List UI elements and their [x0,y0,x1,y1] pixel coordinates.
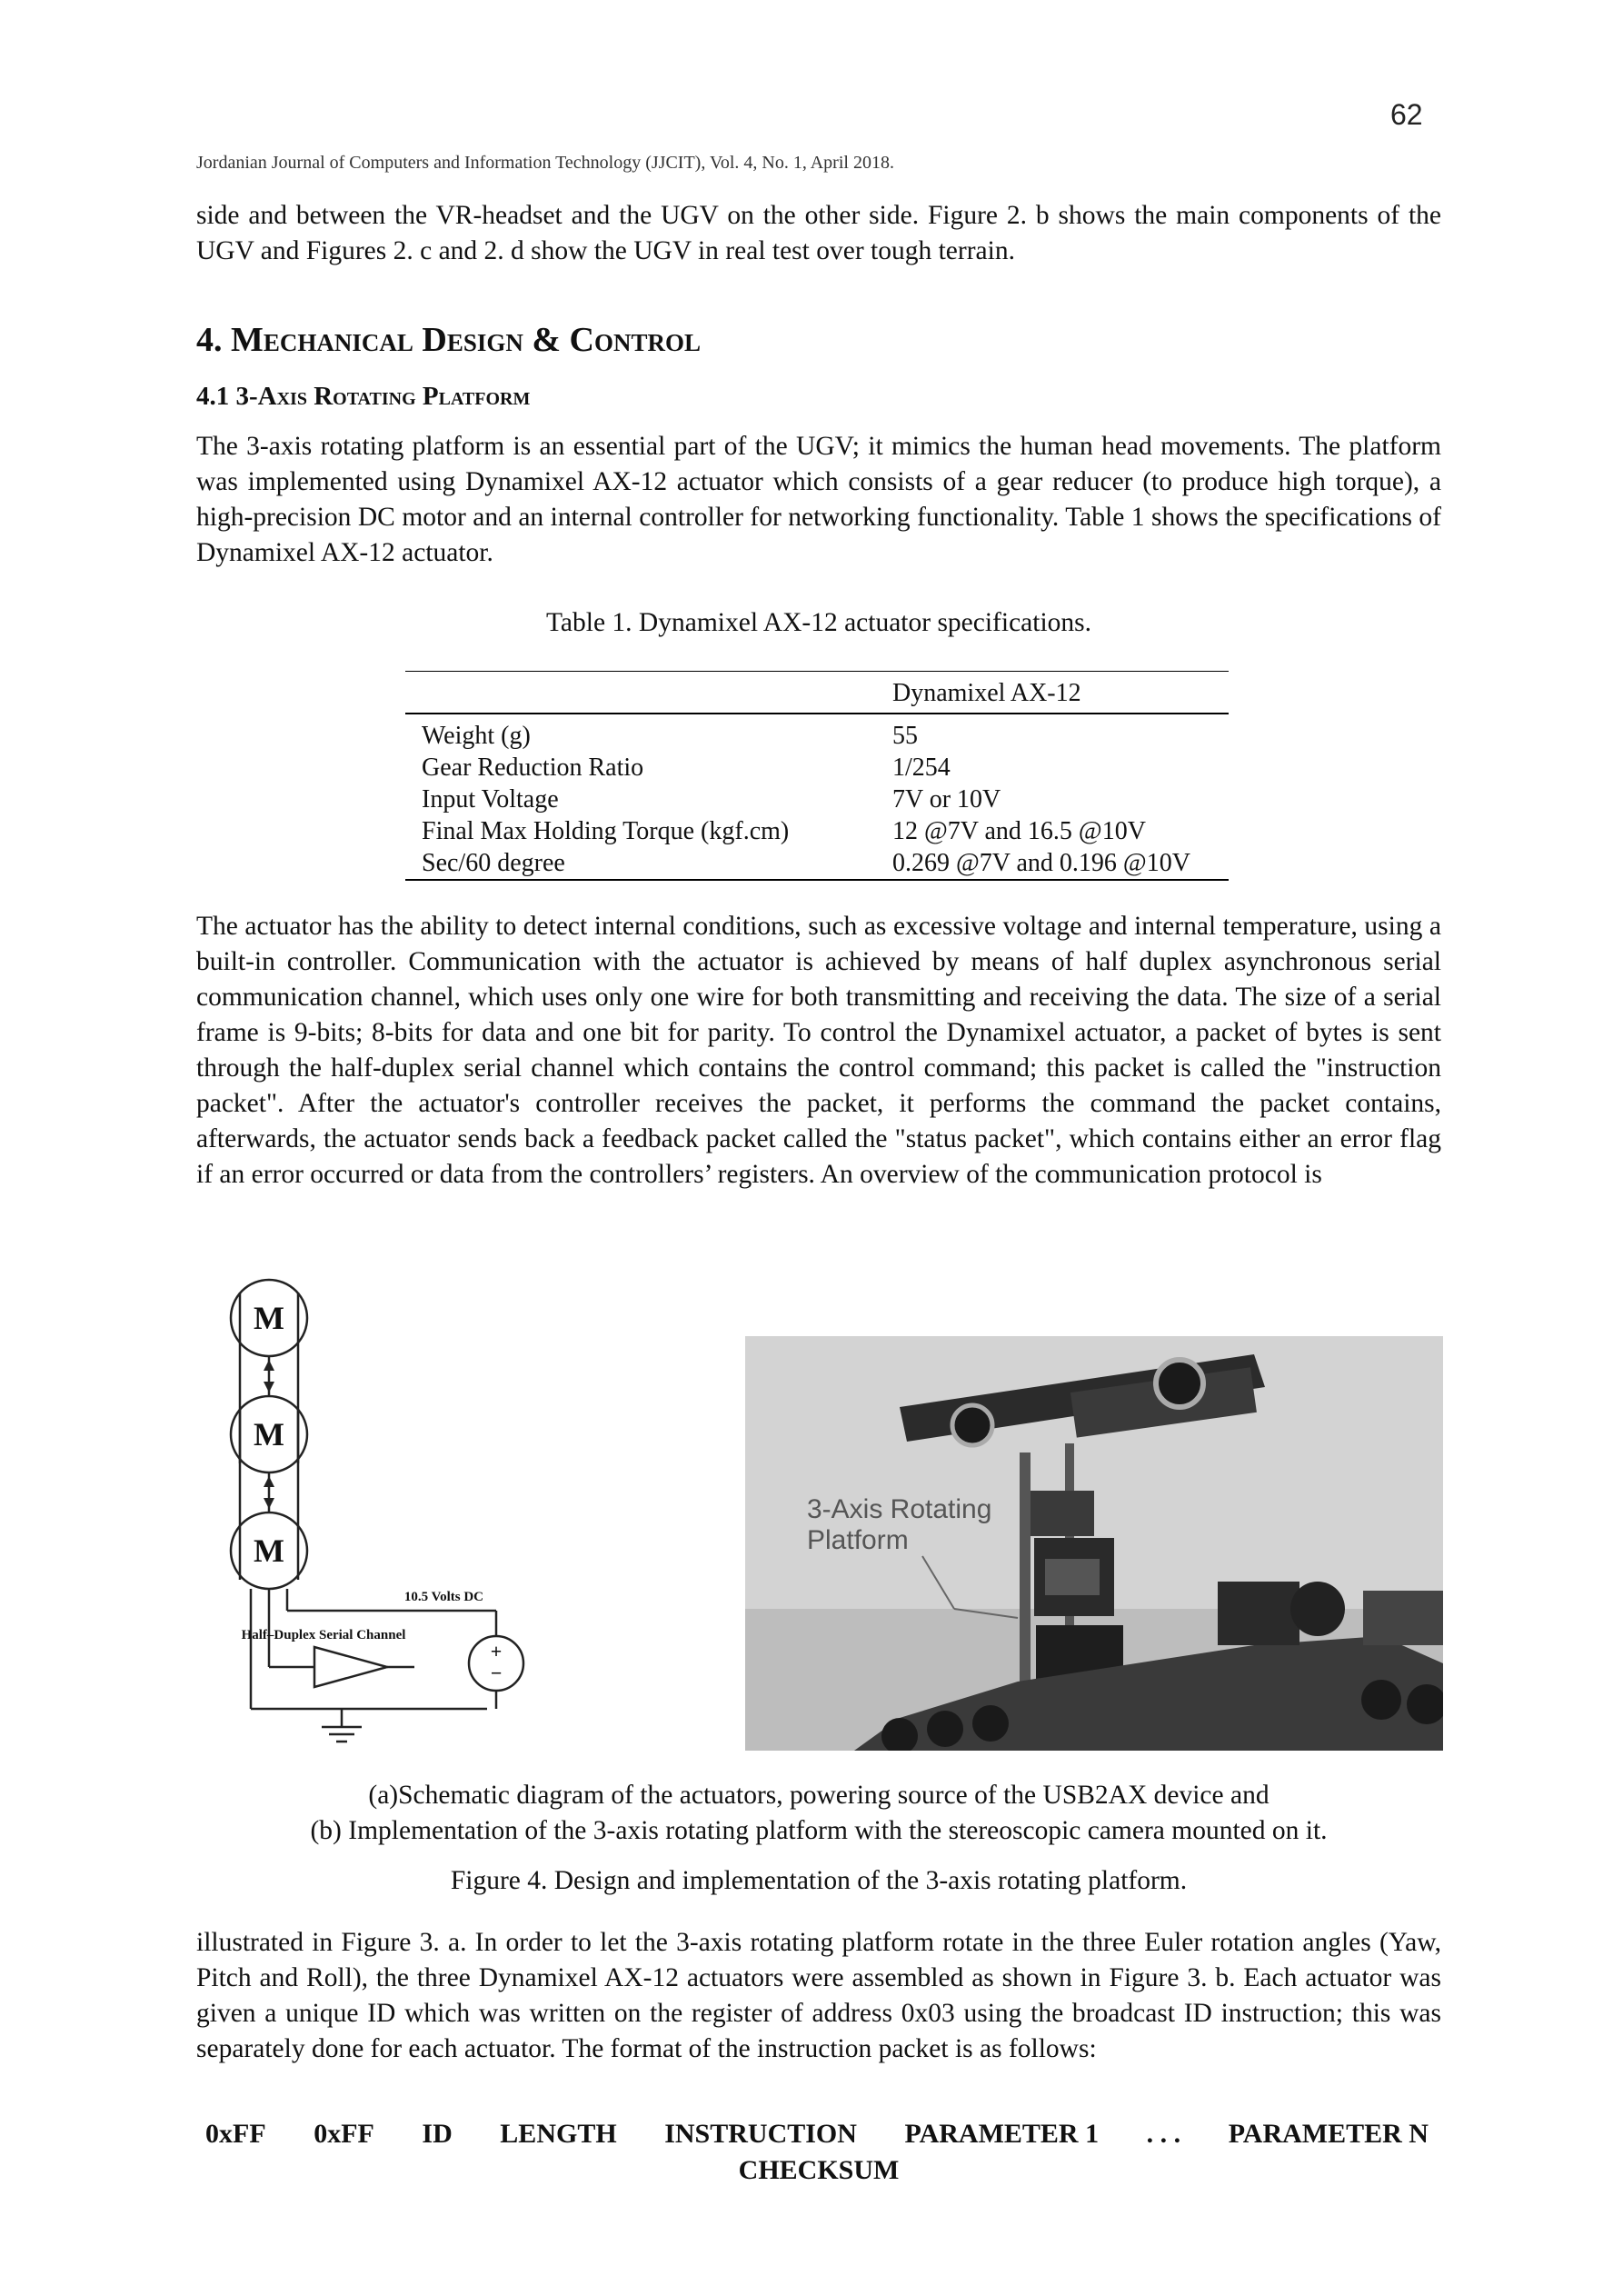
packet-field: ID [422,2119,453,2149]
motor-2-label: M [254,1416,284,1452]
figure-caption: Figure 4. Design and implementation of the 3-axis rotating platform. [450,1866,1188,1895]
table-cell: Gear Reduction Ratio [422,754,644,782]
table-row [405,752,1229,784]
battery-minus: − [490,1662,503,1684]
intro-paragraph: side and between the VR-headset and the UGV on the other side. Figure 2. b shows the main components of the UGV and Figures 2. c and 2. d show the UGV in real test over tough terrain. [196,201,1441,265]
table-row [405,847,1229,880]
packet-checksum-field: CHECKSUM [738,2155,900,2185]
packet-field: INSTRUCTION [664,2119,857,2149]
photo-label-line-2: Platform [807,1525,909,1555]
subsection-number: 4.1 [196,382,230,411]
figure-subcaption-a: (a)Schematic diagram of the actuators, powering source of the USB2AX device and [368,1781,1270,1810]
table-cell: 55 [892,722,918,750]
voltage-label: 10.5 Volts DC [403,1590,483,1604]
buffer-triangle [314,1647,387,1687]
battery-plus: + [490,1640,503,1662]
packet-field: 0xFF [314,2119,374,2149]
packet-field: 0xFF [205,2119,266,2149]
table-cell: Weight (g) [422,722,531,750]
section-heading [196,320,701,360]
photo-label-line-1: 3-Axis Rotating [807,1494,992,1524]
packet-field: PARAMETER 1 [904,2119,1100,2149]
table-cell: Input Voltage [422,785,559,814]
paragraph-3: illustrated in Figure 3. a. In order to let the 3-axis rotating platform rotate in the three Euler rotation angles (Yaw, Pitch and Roll), the three Dynamixel AX-12 actuators were assembled as shown in Figure 3. b. Each actuator was given a unique ID which was written on the register of address 0x03 using the broadcast ID instruction; this was separately done for each actuator. The format of the instruction packet is as follows: [196,1928,1441,2063]
motor-1-label: M [254,1300,284,1336]
packet-field: . . . [1146,2119,1181,2149]
subsection-title: 3-Axis Rotating Platform [235,382,531,411]
running-header: Jordanian Journal of Computers and Information Technology (JJCIT), Vol. 4, No. 1, April 2018. [196,153,894,173]
table-caption: Table 1. Dynamixel AX-12 actuator specifications. [545,608,1092,637]
table-header-row [405,672,1229,714]
table-cell: Sec/60 degree [422,849,565,877]
table-header-cell: Dynamixel AX-12 [892,679,1081,707]
subsection-heading [196,382,530,412]
packet-fields-row [196,2116,1441,2152]
table-header-cell [405,672,876,714]
table-row [405,714,1229,752]
serial-channel-label: Half–Duplex Serial Channel [241,1628,406,1642]
packet-field: LENGTH [500,2119,617,2149]
table-cell: 1/254 [892,754,951,782]
figure-subcaption-b: (b) Implementation of the 3-axis rotating platform with the stereoscopic camera mounted on it. [310,1816,1328,1845]
table-cell: Final Max Holding Torque (kgf.cm) [422,817,790,845]
paragraph-1: The 3-axis rotating platform is an essential part of the UGV; it mimics the human head movements. The platform was implemented using Dynamixel AX-12 actuator which consists of a gear reducer (to produce high torque), a high-precision DC motor and an internal controller for networking functionality. Table 1 shows the specifications of Dynamixel AX-12 actuator. [196,432,1441,567]
table-cell: 0.269 @7V and 0.196 @10V [892,849,1190,877]
platform-photo [745,1336,1443,1751]
section-title: Mechanical Design & Control [231,321,701,359]
instruction-packet-format [196,2116,1441,2189]
table-row [405,784,1229,815]
section-number: 4. [196,321,223,359]
spec-table [405,671,1229,881]
paragraph-2: The actuator has the ability to detect internal conditions, such as excessive voltage and internal temperature, using a built-in controller. Communication with the actuator is achieved by means of half duplex asynchronous serial communication channel, which uses only one wire for both transmitting and receiving the data. The size of a serial frame is 9-bits; 8-bits for data and one bit for parity. To control the Dynamixel actuator, a packet of bytes is sent through the half-duplex serial channel which contains the control command; this packet is called the "instruction packet". After the actuator's controller receives the packet, it performs the command the packet contains, afterwards, the actuator sends back a feedback packet called the "status packet", which contains either an error flag if an error occurred or data from the controllers’ registers. An overview of the communication protocol is [196,912,1441,1189]
packet-field: PARAMETER N [1228,2119,1429,2149]
page-number: 62 [1390,98,1423,131]
schematic-diagram [214,1273,542,1763]
motor-3-label: M [254,1532,284,1569]
table-cell: 7V or 10V [892,785,1001,814]
table-row [405,815,1229,847]
table-cell: 12 @7V and 16.5 @10V [892,817,1146,845]
